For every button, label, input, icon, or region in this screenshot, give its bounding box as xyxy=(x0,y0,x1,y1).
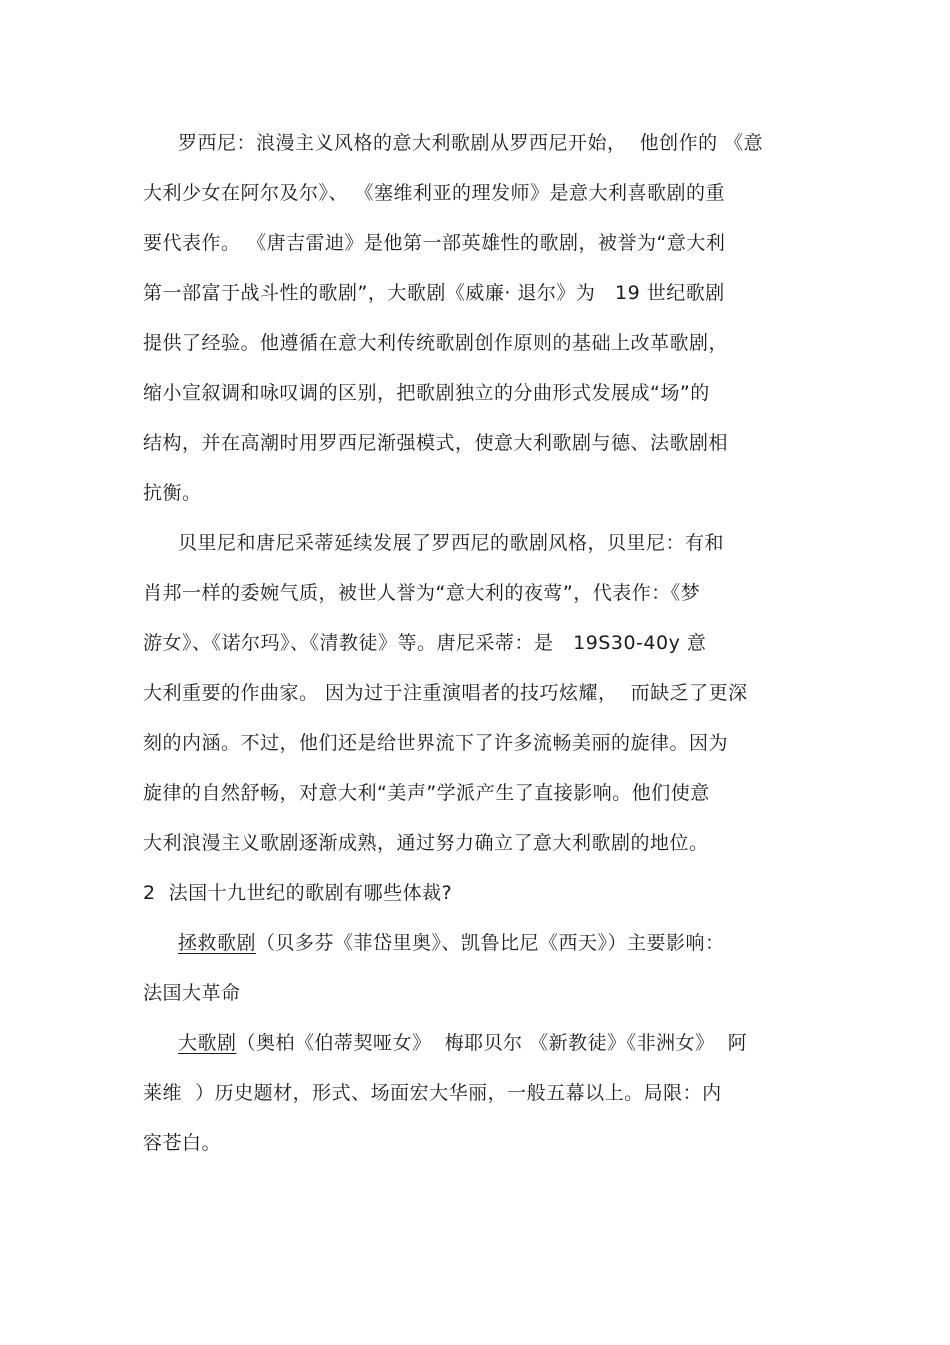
paragraph-line: 大利重要的作曲家。 因为过于注重演唱者的技巧炫耀， 而缺乏了更深 xyxy=(143,682,748,704)
paragraph-line: 要代表作。 《唐吉雷迪》是他第一部英雄性的歌剧，被誉为“意大利 xyxy=(143,232,726,254)
genre-line: 容苍白。 xyxy=(143,1132,222,1154)
genre-line: 莱维 ）历史题材，形式、场面宏大华丽，一般五幕以上。局限：内 xyxy=(143,1082,722,1104)
paragraph-line: 大利少女在阿尔及尔》、 《塞维利亚的理发师》是意大利喜歌剧的重 xyxy=(143,182,726,204)
paragraph-line: 抗衡。 xyxy=(143,482,202,504)
paragraph-line: 罗西尼：浪漫主义风格的意大利歌剧从罗西尼开始， 他创作的 《意 xyxy=(178,132,764,154)
genre-line xyxy=(178,931,725,955)
paragraph-line: 贝里尼和唐尼采蒂延续发展了罗西尼的歌剧风格，贝里尼：有和 xyxy=(178,532,725,554)
paragraph-line: 结构，并在高潮时用罗西尼渐强模式，使意大利歌剧与德、法歌剧相 xyxy=(143,432,729,454)
genre-line xyxy=(178,1031,747,1055)
paragraph-line: 刻的内涵。不过，他们还是给世界流下了许多流畅美丽的旋律。因为 xyxy=(143,732,729,754)
paragraph-line: 缩小宣叙调和咏叹调的区别，把歌剧独立的分曲形式发展成“场”的 xyxy=(143,382,710,404)
genre-term-grand-opera: 大歌剧 xyxy=(178,1032,237,1054)
genre-line: 法国大革命 xyxy=(143,982,241,1004)
paragraph-line: 旋律的自然舒畅，对意大利“美声”学派产生了直接影响。他们使意 xyxy=(143,782,710,804)
genre-description: （奥柏《伯蒂契哑女》 梅耶贝尔 《新教徒》《非洲女》 阿 xyxy=(236,1032,748,1054)
genre-term-rescue-opera: 拯救歌剧 xyxy=(178,932,257,954)
paragraph-line: 肖邦一样的委婉气质，被世人誉为“意大利的夜莺”，代表作：《梦 xyxy=(143,582,701,604)
paragraph-line: 大利浪漫主义歌剧逐渐成熟，通过努力确立了意大利歌剧的地位。 xyxy=(143,832,709,854)
paragraph-line: 第一部富于战斗性的歌剧”，大歌剧《威廉· 退尔》为 19 世纪歌剧 xyxy=(143,282,725,304)
paragraph-line: 提供了经验。他遵循在意大利传统歌剧创作原则的基础上改革歌剧， xyxy=(143,332,729,354)
paragraph-line: 游女》、《诺尔玛》、《清教徒》等。唐尼采蒂：是 19S30-40y 意 xyxy=(143,632,707,654)
question-heading: 2 法国十九世纪的歌剧有哪些体裁? xyxy=(143,882,453,904)
genre-description: （贝多芬《菲岱里奥》、凯鲁比尼《西天》）主要影响： xyxy=(256,932,725,954)
